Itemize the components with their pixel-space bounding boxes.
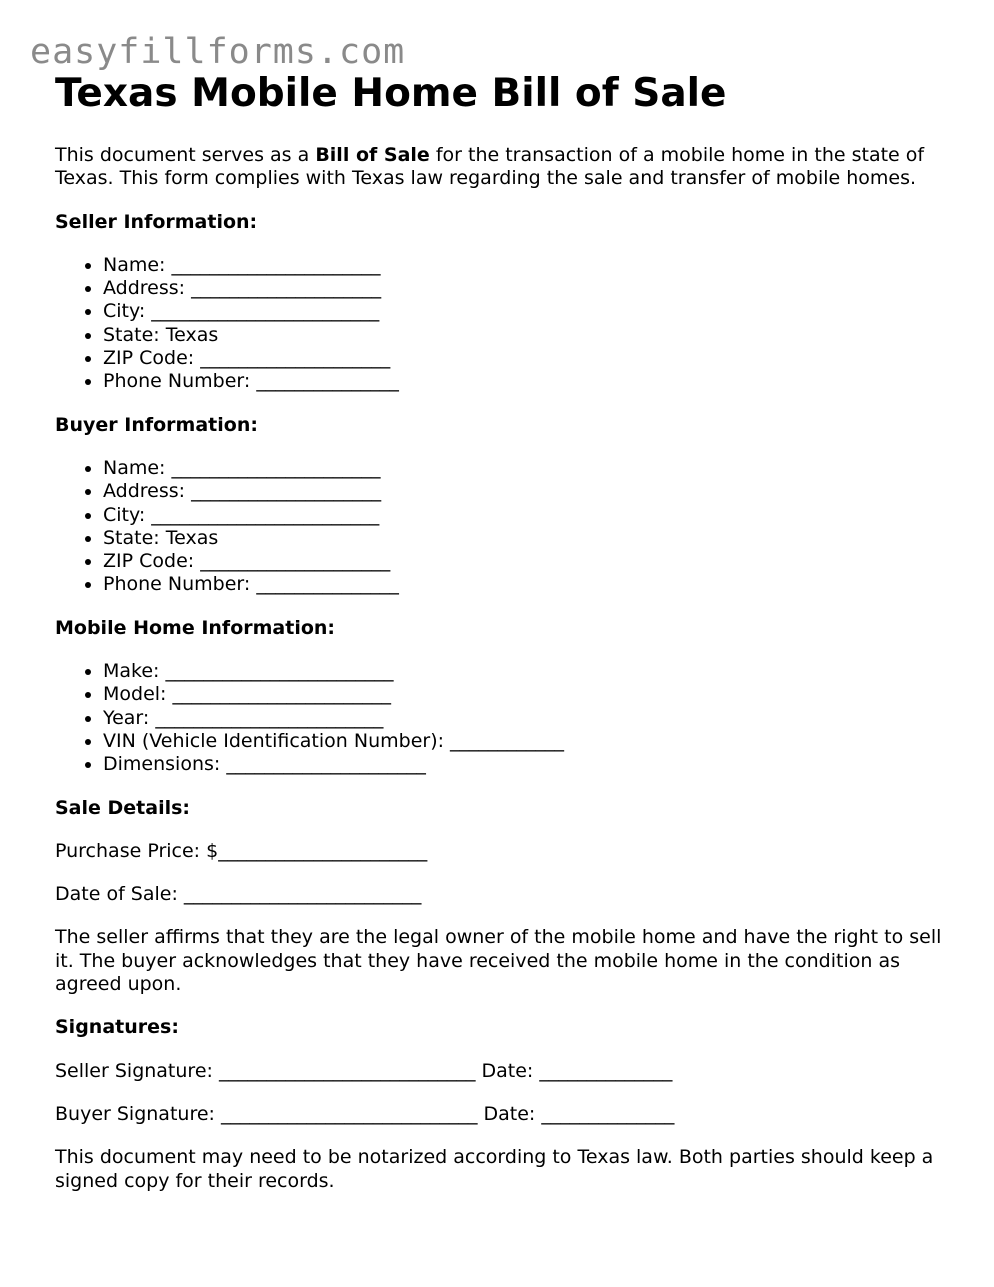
home-model-item: • Model: _______________________ (103, 683, 945, 706)
home-make-item: • Make: ________________________ (103, 660, 945, 683)
seller-city-item: • City: ________________________ (103, 300, 945, 323)
seller-name-item: • Name: ______________________ (103, 254, 945, 277)
watermark: easyfillforms.com (30, 32, 406, 72)
buyer-name-item: • Name: ______________________ (103, 457, 945, 480)
intro-bold-term: Bill of Sale (315, 144, 430, 166)
home-year-item: • Year: ________________________ (103, 707, 945, 730)
purchase-price-line: Purchase Price: $______________________ (55, 839, 428, 862)
notary-note: This document may need to be notarized according to Texas law. Both parties should keep a signed copy for their records. (55, 1146, 934, 1192)
sale-details-heading: Sale Details: (55, 796, 191, 819)
intro-text-after: for the transaction of a mobile home in the state of Texas. This form complies with Texas law regarding the sale and transfer of mobile homes. (55, 144, 925, 190)
intro-text-before: This document serves as a (55, 144, 316, 166)
buyer-phone-item: • Phone Number: _______________ (103, 573, 945, 596)
seller-signature-line: Seller Signature: ___________________________ Date: ______________ (55, 1059, 673, 1082)
seller-list (55, 254, 945, 394)
page-title: Texas Mobile Home Bill of Sale (55, 71, 727, 116)
seller-address-item: • Address: ____________________ (103, 277, 945, 300)
mobile-home-heading: Mobile Home Information: (55, 616, 336, 639)
date-of-sale-line: Date of Sale: _________________________ (55, 883, 422, 906)
intro-paragraph (55, 144, 945, 191)
home-vin-item: • VIN (Vehicle Identification Number): ____________ (103, 730, 945, 753)
document (55, 70, 945, 1193)
buyer-list (55, 457, 945, 597)
buyer-heading: Buyer Information: (55, 413, 258, 436)
buyer-city-item: • City: ________________________ (103, 504, 945, 527)
seller-phone-item: • Phone Number: _______________ (103, 370, 945, 393)
buyer-state-item: • State: Texas (103, 527, 945, 550)
affirmation-paragraph: The seller affirms that they are the legal owner of the mobile home and have the right to sell it. The buyer acknowledges that they have received the mobile home in the condition as agreed upon. (55, 926, 942, 996)
home-dimensions-item: • Dimensions: _____________________ (103, 753, 945, 776)
signatures-heading: Signatures: (55, 1016, 179, 1039)
buyer-address-item: • Address: ____________________ (103, 480, 945, 503)
buyer-signature-line: Buyer Signature: ___________________________ Date: ______________ (55, 1102, 675, 1125)
buyer-zip-item: • ZIP Code: ____________________ (103, 550, 945, 573)
seller-zip-item: • ZIP Code: ____________________ (103, 347, 945, 370)
seller-heading: Seller Information: (55, 210, 258, 233)
mobile-home-list (55, 660, 945, 776)
seller-state-item: • State: Texas (103, 324, 945, 347)
